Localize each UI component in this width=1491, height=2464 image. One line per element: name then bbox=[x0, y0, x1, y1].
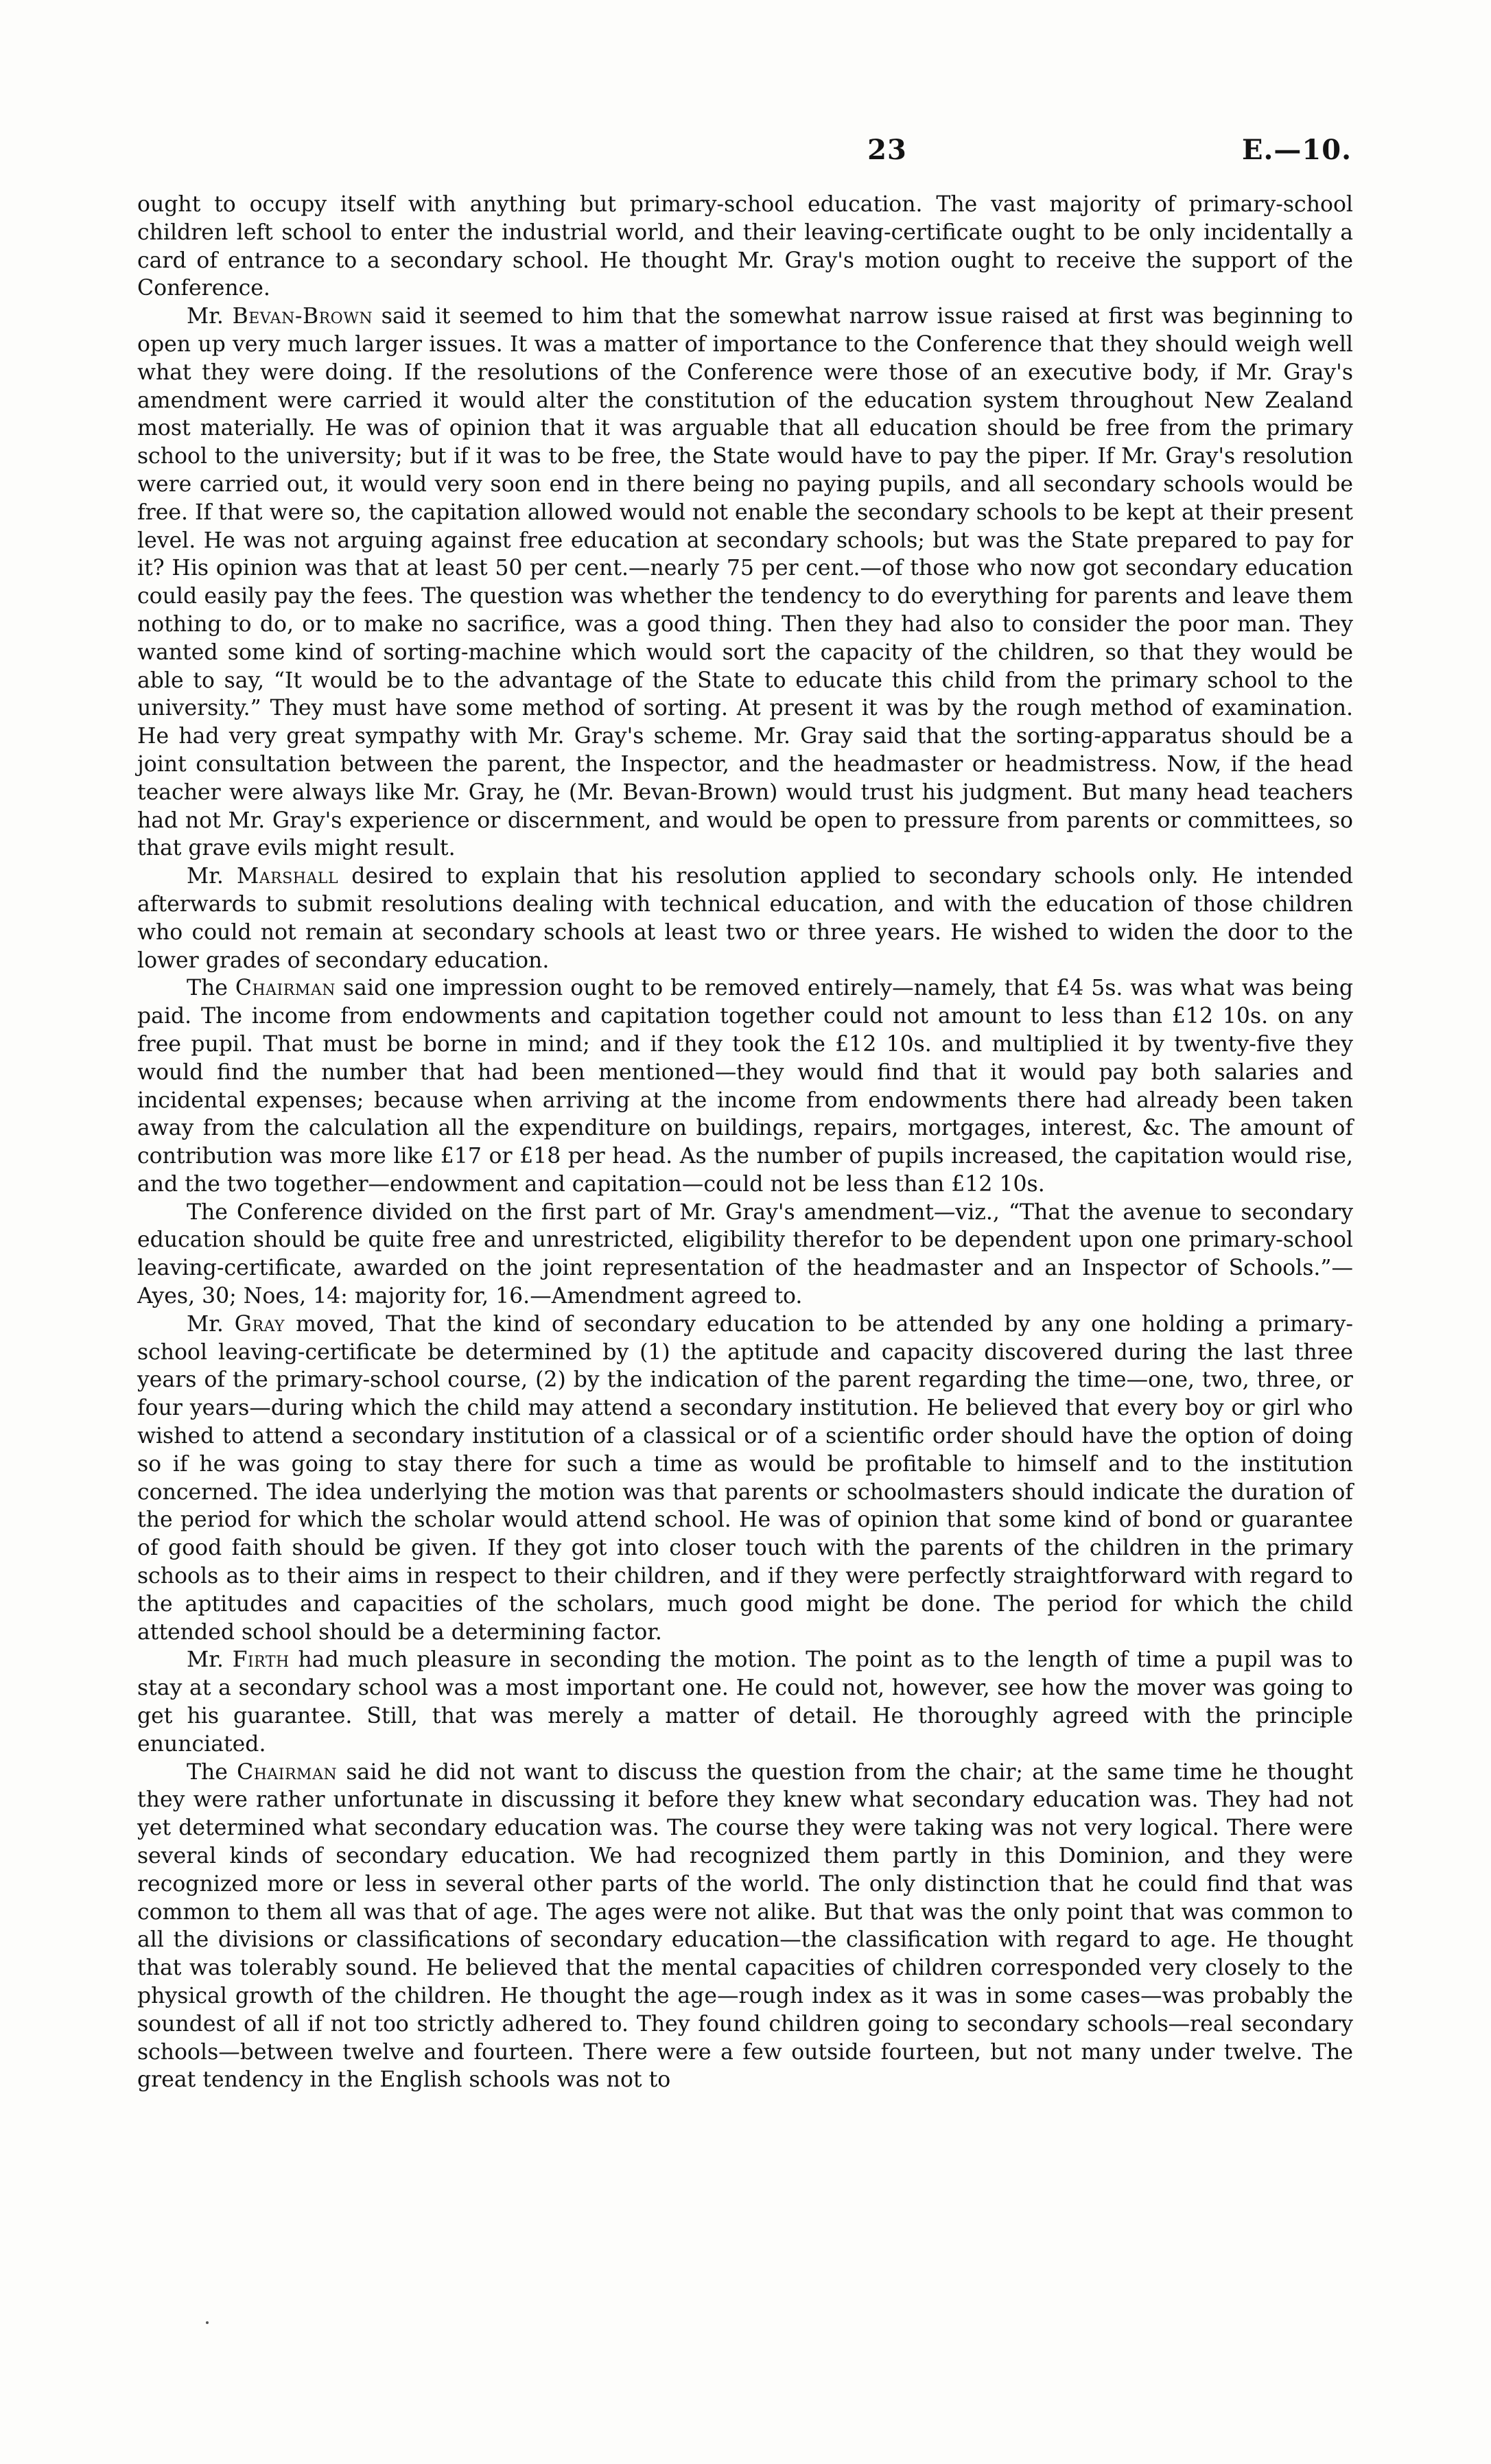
speaker-name: Marshall bbox=[237, 864, 339, 889]
document-reference: E.—10. bbox=[1241, 134, 1352, 166]
speaker-name: Chairman bbox=[237, 1759, 338, 1785]
speaker-name: Chairman bbox=[235, 976, 336, 1001]
paragraph-bevan-brown: Mr. Bevan-Brown said it seemed to him that the somewhat narrow issue raised at first was beginning to open up very much larger issues. It was a matter of importance to the Conference that they should weigh well what they were doing. If the resolutions of the Conference were those of an executive body, if Mr. Gray's amendment were carried it would alter the constitution of the education system throughout New Zealand most materially. He was of opinion that it was arguable that all education should be free from the primary school to the university; but if it was to be free, the State would have to pay the piper. If Mr. Gray's resolution were carried out, it would very soon end in there being no paying pupils, and all secondary schools would be free. If that were so, the capitation allowed would not enable the secondary schools to be kept at their present level. He was not arguing against free education at secondary schools; but was the State prepared to pay for it? His opinion was that at least 50 per cent.—nearly 75 per cent.—of those who now got secondary education could easily pay the fees. The question was whether the tendency to do everything for parents and leave them nothing to do, or to make no sacrifice, was a good thing. Then they had also to consider the poor man. They wanted some kind of sorting-machine which would sort the capacity of the children, so that they would be able to say, “It would be to the advantage of the State to educate this child from the primary school to the university.” They must have some method of sorting. At present it was by the rough method of examination. He had very great sympathy with Mr. Gray's scheme. Mr. Gray said that the sorting-apparatus should be a joint consultation between the parent, the Inspector, and the headmaster or headmistress. Now, if the head teacher were always like Mr. Gray, he (Mr. Bevan-Brown) would trust his judgment. But many head teachers had not Mr. Gray's experience or discernment, and would be open to pressure from parents or committees, so that grave evils might result. bbox=[137, 304, 1353, 861]
speaker-name: Bevan-Brown bbox=[232, 304, 373, 329]
paragraph-chairman-1: The Chairman said one impression ought to be removed entirely—namely, that £4 5s. was what was being paid. The income from endowments and capitation together could not amount to less than £12 10s. on any free pupil. That must be borne in mind; and if they took the £12 10s. and multiplied it by twenty-five they would find the number that had been mentioned—they would find that it would pay both salaries and incidental expenses; because when arriving at the income from endowments there had already been taken away from the calculation all the expenditure on buildings, repairs, mortgages, interest, &c. The amount of contribution was more like £17 or £18 per head. As the number of pupils increased, the capitation would rise, and the two together—endowment and capitation—could not be less than £12 10s. bbox=[137, 976, 1353, 1197]
paragraph-chairman-2: The Chairman said he did not want to discuss the question from the chair; at the same time he thought they were rather unfortunate in discussing it before they knew what secondary education was. They had not yet determined what secondary education was. The course they were taking was not very logical. There were several kinds of secondary education. We had recognized them partly in this Dominion, and they were recognized more or less in several other parts of the world. The only distinction that he could find that was common to them all was that of age. The ages were not alike. But that was the only point that was common to all the divisions or classifications of secondary education—the classification with regard to age. He thought that was tolerably sound. He believed that the mental capacities of children corresponded very closely to the physical growth of the children. He thought the age—rough index as it was in some cases—was probably the soundest of all if not too strictly adhered to. They found children going to secondary schools—real secondary schools—between twelve and fourteen. There were a few outside fourteen, but not many under twelve. The great tendency in the English schools was not to bbox=[137, 1759, 1353, 2093]
paragraph-continuation: ought to occupy itself with anything but primary-school education. The vast majority of primary-school children left school to enter the industrial world, and their leaving-certificate ought to be only incidentally a card of entrance to a secondary school. He thought Mr. Gray's motion ought to receive the support of the Conference. bbox=[137, 192, 1353, 301]
paragraph-division: The Conference divided on the first part of Mr. Gray's amendment—viz., “That the avenue to secondary education should be quite free and unrestricted, eligibility therefor to be dependent upon one primary-school leaving-certificate, awarded on the joint representation of the headmaster and an Inspector of Schools.”—Ayes, 30; Noes, 14: majority for, 16.—Amendment agreed to. bbox=[137, 1199, 1353, 1309]
paragraph-firth: Mr. Firth had much pleasure in seconding the motion. The point as to the length of time a pupil was to stay at a secondary school was a most important one. He could not, however, see how the mover was going to get his guarantee. Still, that was merely a matter of detail. He thoroughly agreed with the principle enunciated. bbox=[137, 1647, 1353, 1757]
stray-ink-mark bbox=[206, 2321, 209, 2324]
page-header bbox=[137, 134, 1352, 175]
paragraph-marshall: Mr. Marshall desired to explain that his resolution applied to secondary schools only. He intended afterwards to submit resolutions dealing with technical education, and with the education of those children who could not remain at secondary schools at least two or three years. He wished to widen the door to the lower grades of secondary education. bbox=[137, 864, 1353, 973]
paragraph-gray: Mr. Gray moved, That the kind of secondary education to be attended by any one holding a primary-school leaving-certificate be determined by (1) the aptitude and capacity discovered during the last three years of the primary-school course, (2) by the indication of the parent regarding the time—one, two, three, or four years—during which the child may attend a secondary institution. He believed that every boy or girl who wished to attend a secondary institution of a classical or of a scientific order should have the option of doing so if he was going to stay there for such a time as would be profitable to himself and to the institution concerned. The idea underlying the motion was that parents or schoolmasters should indicate the duration of the period for which the scholar would attend school. He was of opinion that some kind of bond or guarantee of good faith should be given. If they got into closer touch with the parents of the children in the primary schools as to their aims in respect to their children, and if they were perfectly straightforward with regard to the aptitudes and capacities of the scholars, much good might be done. The period for which the child attended school should be a determining factor. bbox=[137, 1311, 1353, 1645]
speaker-name: Gray bbox=[234, 1311, 285, 1337]
speaker-name: Firth bbox=[232, 1647, 290, 1673]
body-text bbox=[137, 191, 1353, 2094]
page-number: 23 bbox=[867, 134, 907, 166]
